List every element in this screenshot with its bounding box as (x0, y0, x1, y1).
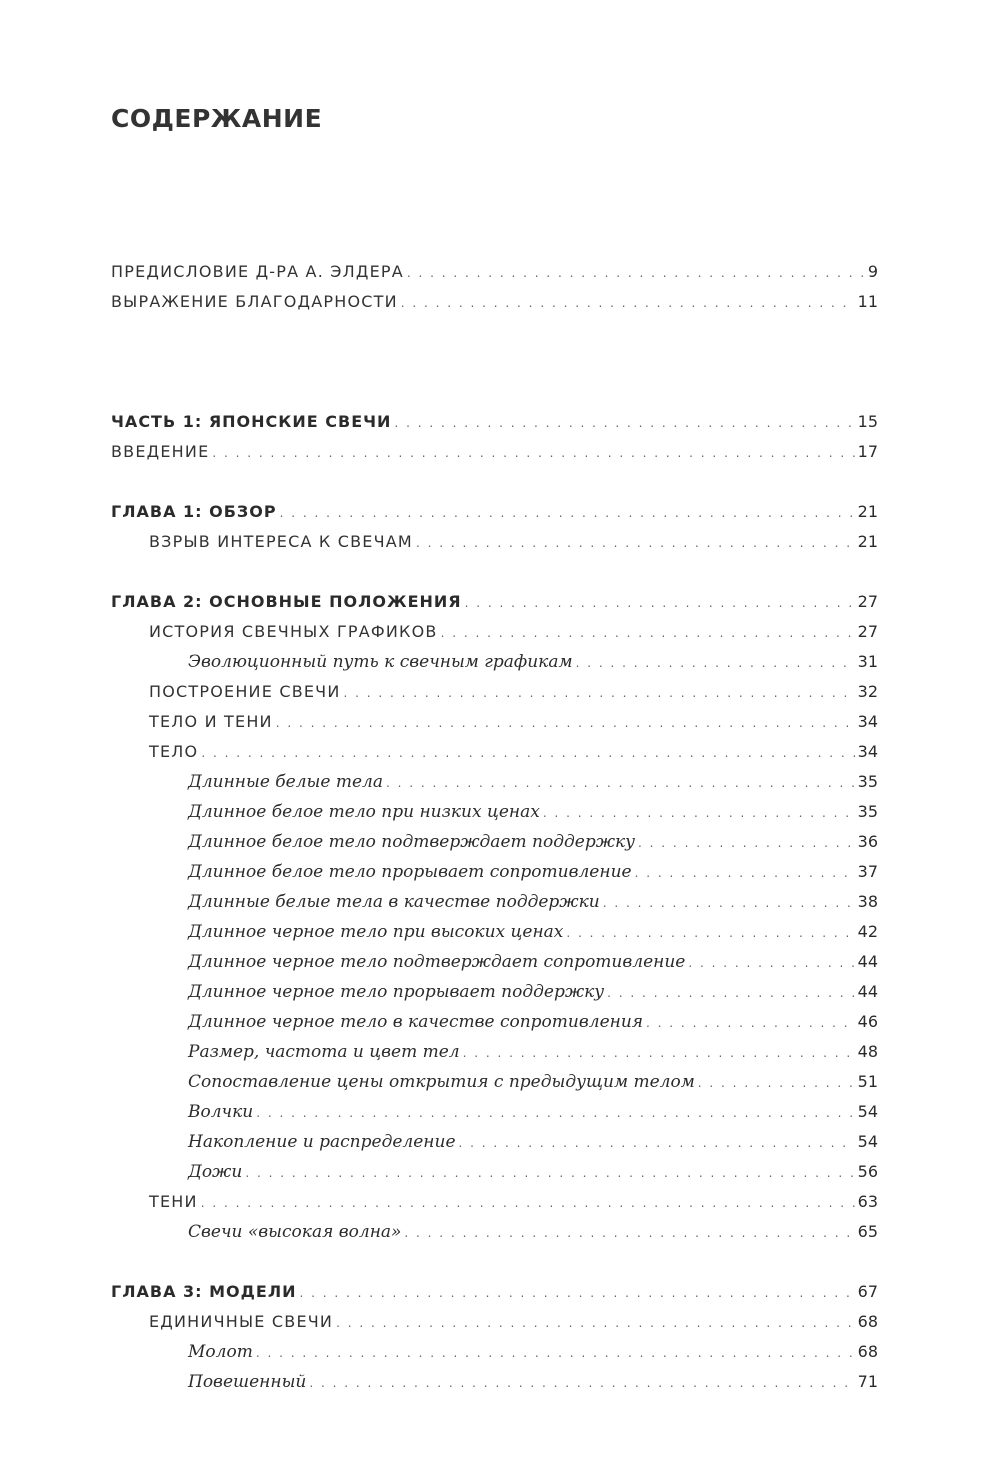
toc-entry-label: Размер, частота и цвет тел (188, 1042, 460, 1062)
dot-leader (416, 531, 855, 555)
toc-subsection-entry[interactable] (188, 650, 878, 674)
toc-page-number: 65 (857, 1222, 878, 1241)
toc-page-number: 21 (857, 532, 878, 551)
toc-entry-label: Длинное белое тело при низких ценах (188, 802, 540, 822)
toc-entry-label: ИСТОРИЯ СВЕЧНЫХ ГРАФИКОВ (149, 622, 438, 641)
toc-entry-label: Свечи «высокая волна» (188, 1222, 402, 1242)
toc-subsection-entry[interactable] (188, 860, 878, 884)
toc-entry-label: ТЕЛО (149, 742, 199, 761)
toc-page-number: 36 (857, 832, 878, 851)
toc-subsection-entry[interactable] (188, 1340, 878, 1364)
toc-chapter-heading[interactable] (111, 1280, 878, 1304)
dot-leader (576, 651, 855, 675)
dot-leader (386, 771, 855, 795)
page-title: СОДЕРЖАНИЕ (111, 104, 323, 133)
toc-chapter-heading[interactable] (111, 500, 878, 524)
toc-page-number: 32 (857, 682, 878, 701)
toc-entry-label: Длинное черное тело подтверждает сопротивление (188, 952, 686, 972)
toc-entry-label: Длинное черное тело прорывает поддержку (188, 982, 605, 1002)
dot-leader (465, 591, 855, 615)
dot-leader (638, 831, 855, 855)
toc-subsection-entry[interactable] (188, 1160, 878, 1184)
dot-leader (401, 291, 855, 315)
toc-page-number: 68 (857, 1342, 878, 1361)
dot-leader (441, 621, 855, 645)
toc-subsection-entry[interactable] (188, 980, 878, 1004)
dot-leader (201, 1191, 855, 1215)
toc-entry-label: Длинное черное тело при высоких ценах (188, 922, 564, 942)
dot-leader (635, 861, 855, 885)
toc-section-entry[interactable] (149, 1190, 878, 1214)
toc-entry-label: Эволюционный путь к свечным графикам (188, 652, 573, 672)
toc-entry-label: Длинные белые тела в качестве поддержки (188, 892, 600, 912)
dot-leader (256, 1101, 854, 1125)
dot-leader (607, 981, 854, 1005)
toc-entry-label: ПОСТРОЕНИЕ СВЕЧИ (149, 682, 341, 701)
dot-leader (309, 1371, 854, 1395)
toc-subsection-entry[interactable] (188, 1010, 878, 1034)
toc-entry-label: ТЕНИ (149, 1192, 198, 1211)
toc-entry-label: ПРЕДИСЛОВИЕ Д-РА А. ЭЛДЕРА (111, 262, 404, 281)
toc-page-number: 38 (857, 892, 878, 911)
toc-page-number: 71 (857, 1372, 878, 1391)
toc-entry-label: ГЛАВА 3: МОДЕЛИ (111, 1282, 297, 1301)
toc-subsection-entry[interactable] (188, 830, 878, 854)
toc-entry-label: ЕДИНИЧНЫЕ СВЕЧИ (149, 1312, 334, 1331)
toc-page-number: 68 (857, 1312, 878, 1331)
dot-leader (463, 1041, 855, 1065)
toc-entry-label: Повешенный (188, 1372, 307, 1392)
dot-leader (280, 501, 855, 525)
toc-page-number: 56 (857, 1162, 878, 1181)
dot-leader (276, 711, 855, 735)
toc-part-heading[interactable] (111, 410, 878, 434)
toc-subsection-entry[interactable] (188, 1040, 878, 1064)
toc-page-number: 34 (857, 742, 878, 761)
toc-page-number: 35 (857, 802, 878, 821)
dot-leader (603, 891, 855, 915)
toc-page-number: 27 (857, 592, 878, 611)
toc-page-number: 42 (857, 922, 878, 941)
toc-entry-acknowledgements[interactable] (111, 290, 878, 314)
toc-page-number: 44 (857, 982, 878, 1001)
toc-page-number: 63 (857, 1192, 878, 1211)
dot-leader (300, 1281, 855, 1305)
toc-page-number: 37 (857, 862, 878, 881)
toc-entry-label: ЧАСТЬ 1: ЯПОНСКИЕ СВЕЧИ (111, 412, 392, 431)
toc-page-number: 21 (857, 502, 878, 521)
toc-subsection-entry[interactable] (188, 920, 878, 944)
toc-subsection-entry[interactable] (188, 770, 878, 794)
toc-section-entry[interactable] (149, 740, 878, 764)
toc-page-number: 34 (857, 712, 878, 731)
dot-leader (212, 441, 854, 465)
toc-entry-label: Длинное черное тело в качестве сопротивления (188, 1012, 644, 1032)
toc-section-entry[interactable] (149, 530, 878, 554)
toc-entry-label: ВЗРЫВ ИНТЕРЕСА К СВЕЧАМ (149, 532, 413, 551)
toc-section-entry[interactable] (149, 710, 878, 734)
toc-page-number: 48 (857, 1042, 878, 1061)
toc-page-number: 15 (857, 412, 878, 431)
toc-page-number: 9 (867, 262, 878, 281)
toc-page-number: 27 (857, 622, 878, 641)
toc-subsection-entry[interactable] (188, 890, 878, 914)
dot-leader (256, 1341, 855, 1365)
toc-page-number: 54 (857, 1102, 878, 1121)
toc-subsection-entry[interactable] (188, 1070, 878, 1094)
dot-leader (698, 1071, 855, 1095)
toc-subsection-entry[interactable] (188, 1130, 878, 1154)
toc-page-number: 67 (857, 1282, 878, 1301)
toc-entry-label: Длинное белое тело подтверждает поддержку (188, 832, 636, 852)
dot-leader (688, 951, 854, 975)
dot-leader (336, 1311, 855, 1335)
toc-entry-label: Длинные белые тела (188, 772, 384, 792)
dot-leader (566, 921, 854, 945)
toc-entry-introduction[interactable] (111, 440, 878, 464)
toc-entry-label: ГЛАВА 2: ОСНОВНЫЕ ПОЛОЖЕНИЯ (111, 592, 462, 611)
toc-page-number: 11 (857, 292, 878, 311)
toc-subsection-entry[interactable] (188, 1100, 878, 1124)
dot-leader (344, 681, 855, 705)
toc-entry-label: ВВЕДЕНИЕ (111, 442, 210, 461)
dot-leader (459, 1131, 855, 1155)
toc-page-number: 54 (857, 1132, 878, 1151)
toc-entry-label: Волчки (188, 1102, 254, 1122)
toc-entry-label: ВЫРАЖЕНИЕ БЛАГОДАРНОСТИ (111, 292, 398, 311)
toc-subsection-entry[interactable] (188, 800, 878, 824)
toc-subsection-entry[interactable] (188, 1220, 878, 1244)
toc-entry-label: Накопление и распределение (188, 1132, 456, 1152)
toc-entry-foreword[interactable] (111, 260, 878, 284)
toc-entry-label: Сопоставление цены открытия с предыдущим телом (188, 1072, 695, 1092)
toc-page-number: 51 (857, 1072, 878, 1091)
dot-leader (543, 801, 855, 825)
toc-page-number: 35 (857, 772, 878, 791)
toc-entry-label: ТЕЛО И ТЕНИ (149, 712, 273, 731)
toc-page-number: 31 (857, 652, 878, 671)
toc-section-entry[interactable] (149, 680, 878, 704)
toc-subsection-entry[interactable] (188, 950, 878, 974)
toc-entry-label: Дожи (188, 1162, 243, 1182)
dot-leader (394, 411, 854, 435)
toc-page-number: 17 (857, 442, 878, 461)
toc-subsection-entry[interactable] (188, 1370, 878, 1394)
toc-section-entry[interactable] (149, 620, 878, 644)
toc-entry-label: Длинное белое тело прорывает сопротивление (188, 862, 632, 882)
toc-page-number: 44 (857, 952, 878, 971)
toc-entry-label: ГЛАВА 1: ОБЗОР (111, 502, 277, 521)
dot-leader (404, 1221, 854, 1245)
toc-entry-label: Молот (188, 1342, 253, 1362)
dot-leader (201, 741, 854, 765)
dot-leader (245, 1161, 854, 1185)
toc-section-entry[interactable] (149, 1310, 878, 1334)
dot-leader (407, 261, 865, 285)
dot-leader (646, 1011, 855, 1035)
toc-page-number: 46 (857, 1012, 878, 1031)
toc-chapter-heading[interactable] (111, 590, 878, 614)
